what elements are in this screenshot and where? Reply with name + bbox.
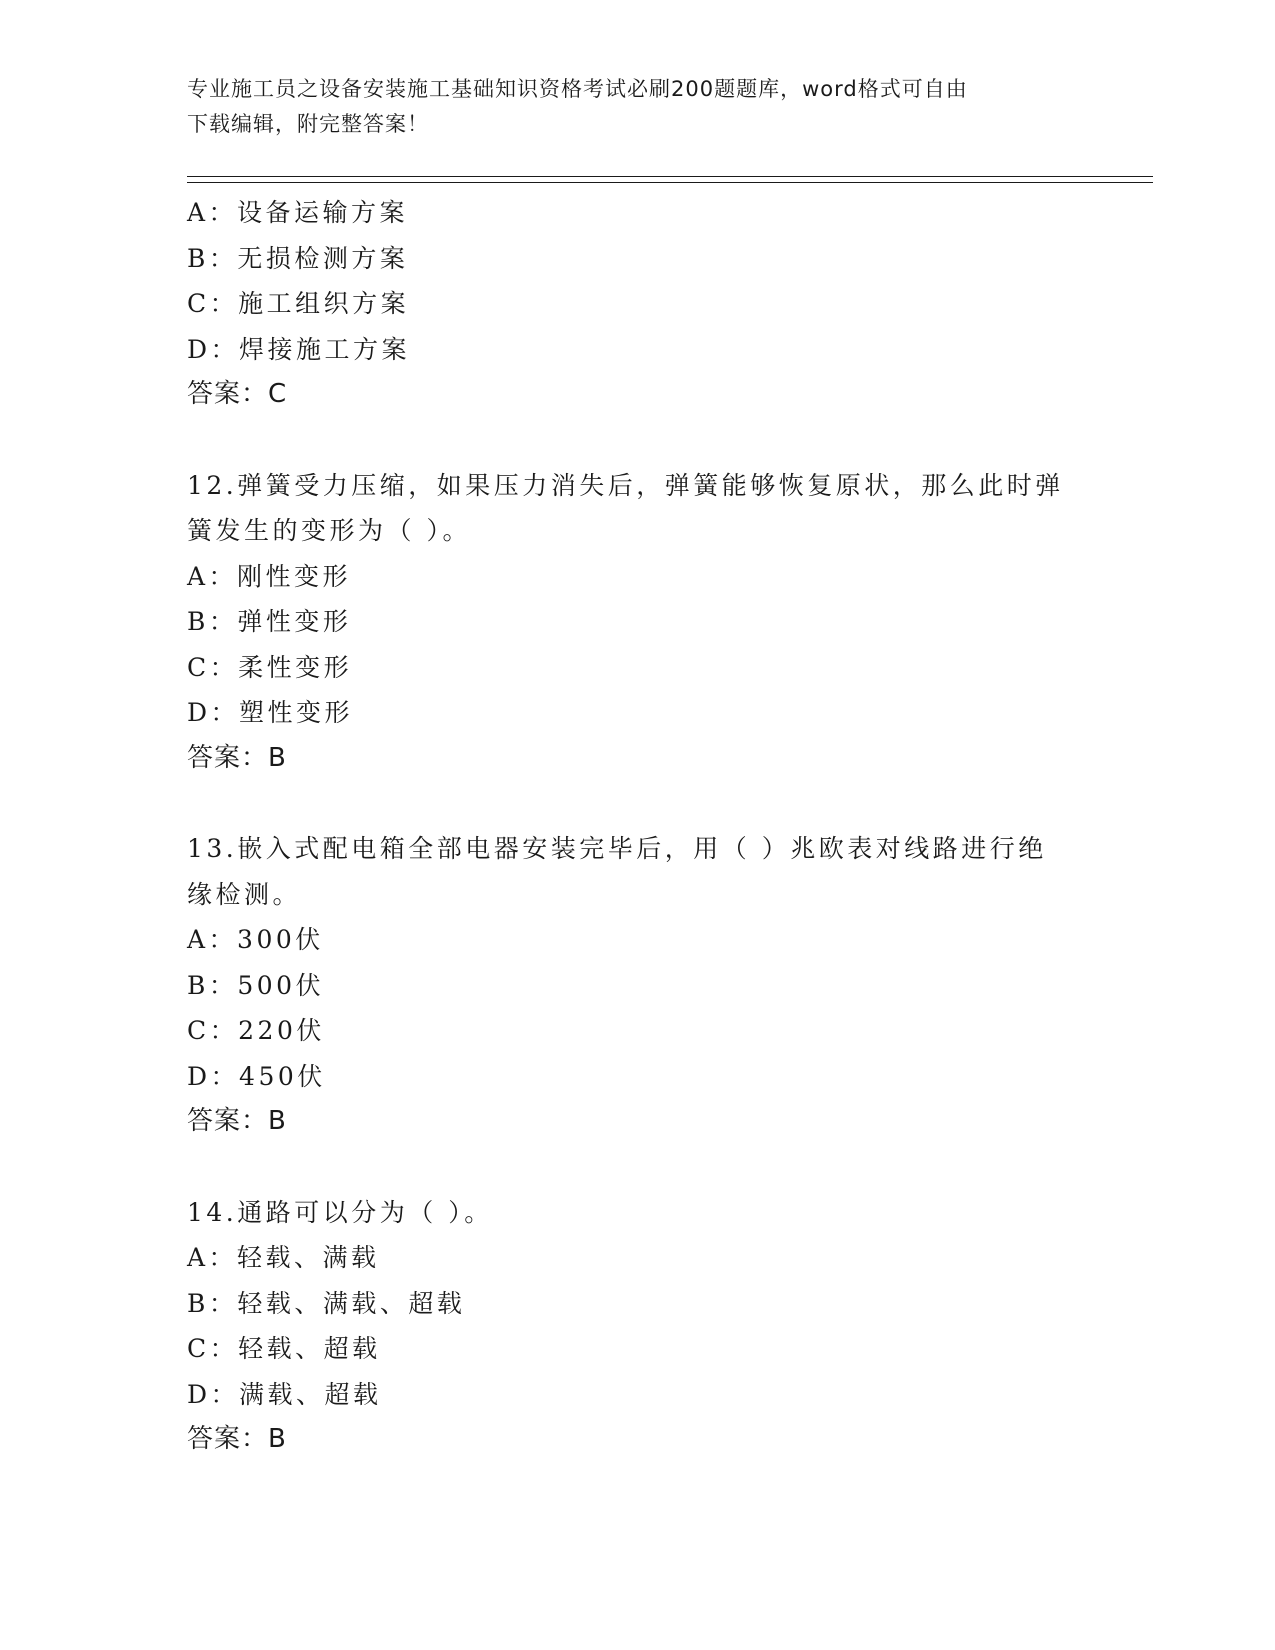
option-b: B：无损检测方案: [187, 243, 409, 273]
question-spacer: [187, 781, 1087, 826]
option-c: C：220伏: [187, 1016, 325, 1045]
header-divider-top: [187, 176, 1153, 177]
question-stem-line-1: 13.嵌入式配电箱全部电器安装完毕后，用（ ）兆欧表对线路进行绝: [187, 834, 1047, 863]
answer: 答案：C: [187, 379, 288, 409]
option-b: B：弹性变形: [187, 607, 352, 636]
option-a: A：300伏: [187, 925, 324, 954]
question-11: [187, 190, 1087, 418]
option-d: D：塑性变形: [187, 698, 354, 727]
option-d: D：满载、超载: [187, 1379, 382, 1409]
option-c: C：轻载、超载: [187, 1334, 381, 1363]
answer: 答案：B: [187, 1424, 287, 1454]
answer: 答案：B: [187, 1106, 287, 1136]
question-spacer: [187, 418, 1087, 463]
question-spacer: [187, 1145, 1087, 1190]
question-list: [187, 190, 1087, 1463]
option-c: C：柔性变形: [187, 652, 353, 682]
question-stem-line-1: 12.弹簧受力压缩，如果压力消失后，弹簧能够恢复原状，那么此时弹: [187, 470, 1064, 500]
question-13: [187, 826, 1087, 1145]
header-title-line-2: 下载编辑，附完整答案！: [187, 112, 429, 136]
header-divider-bottom: [187, 182, 1153, 183]
option-d: D：焊接施工方案: [187, 334, 411, 364]
option-a: A：刚性变形: [187, 561, 352, 591]
header-title-line-1: 专业施工员之设备安装施工基础知识资格考试必刷200题题库，word格式可自由: [187, 77, 968, 101]
answer: 答案：B: [187, 742, 287, 773]
document-header: [187, 72, 1067, 142]
option-a: A：设备运输方案: [187, 198, 409, 227]
option-b: B：500伏: [187, 970, 325, 1000]
option-b: B：轻载、满载、超载: [187, 1288, 466, 1318]
option-c: C：施工组织方案: [187, 289, 410, 318]
question-stem-line-2: 簧发生的变形为（ ）。: [187, 516, 471, 545]
question-stem-line-2: 缘检测。: [187, 879, 302, 909]
question-12: [187, 463, 1087, 782]
option-a: A：轻载、满载: [187, 1243, 380, 1272]
question-14: [187, 1190, 1087, 1463]
option-d: D：450伏: [187, 1061, 326, 1091]
question-stem-line-1: 14.通路可以分为（ ）。: [187, 1197, 493, 1227]
